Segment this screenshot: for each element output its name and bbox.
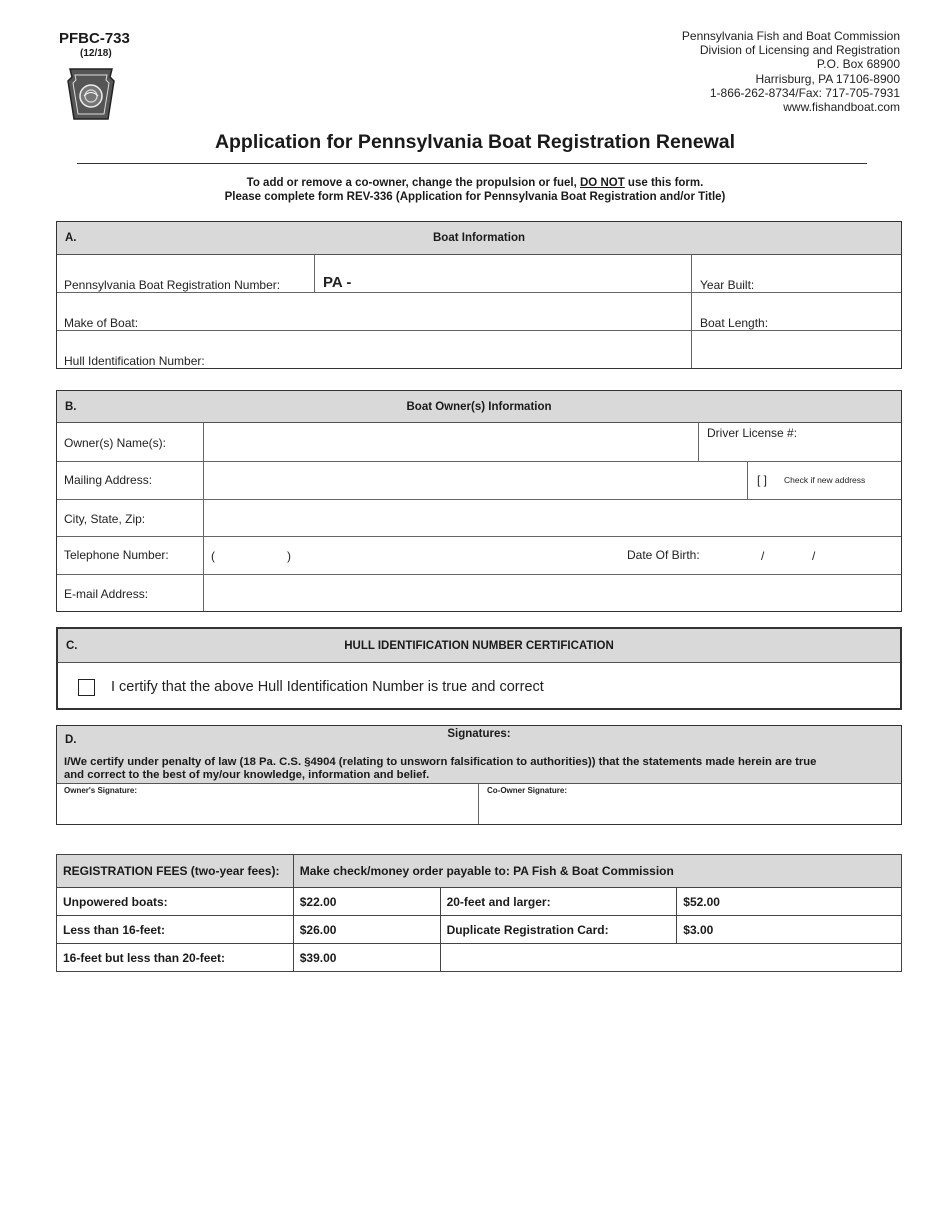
make-of-boat-field[interactable]: Make of Boat: [64,316,139,330]
notice-line2: Please complete form REV-336 (Application for Pennsylvania Boat Registration and/or Title) [224,191,726,203]
fee-amount: $3.00 [677,916,902,944]
registration-fees-table [56,854,902,972]
section-d-title: Signatures: [447,728,511,740]
section-b-header [57,391,901,423]
phone-open-paren: ( [211,549,215,563]
form-id: PFBC-733 [59,30,130,47]
email-label: E-mail Address: [64,587,149,601]
reg-number-input[interactable]: PA - [323,274,352,291]
notice-do-not: DO NOT [580,177,625,189]
driver-license-field[interactable]: Driver License #: [707,426,798,440]
city-state-zip-label: City, State, Zip: [64,512,146,526]
fee-label: Duplicate Registration Card: [440,916,677,944]
fee-amount: $22.00 [293,888,440,916]
section-d-letter: D. [65,734,77,746]
instruction-notice [0,176,950,204]
table-row [57,944,902,972]
date-of-birth-input[interactable] [705,536,895,572]
section-b-title: Boat Owner(s) Information [406,400,552,413]
agency-name: Pennsylvania Fish and Boat Commission [681,29,900,43]
notice-line1-before: To add or remove a co-owner, change the propulsion or fuel, [246,177,580,189]
owner-name-input[interactable] [204,423,696,459]
section-d-header [57,726,901,784]
fee-label: 16-feet but less than 20-feet: [57,944,294,972]
email-input[interactable] [204,574,900,610]
fee-label: Less than 16-feet: [57,916,294,944]
fee-empty-cell [440,944,901,972]
section-a-header [57,222,901,255]
section-c-title: HULL IDENTIFICATION NUMBER CERTIFICATION [344,639,614,652]
agency-address-block [682,29,900,114]
phone-close-paren: ) [287,549,291,563]
date-of-birth-label: Date Of Birth: [627,548,700,562]
certify-text: I certify that the above Hull Identification Number is true and correct [111,679,544,695]
city-state-zip-input[interactable] [204,499,900,535]
dob-separator-1: / [761,549,765,563]
certification-statement [64,756,816,781]
agency-division: Division of Licensing and Registration [699,43,900,58]
fee-label: Unpowered boats: [57,888,294,916]
hull-id-field[interactable]: Hull Identification Number: [64,354,205,368]
keystone-seal-icon [66,67,116,123]
year-built-field[interactable]: Year Built: [700,278,755,292]
section-c-header [58,629,900,663]
fees-header-row [57,855,902,888]
owner-name-label: Owner(s) Name(s): [64,436,167,450]
section-a-letter: A. [65,232,77,244]
section-c-letter: C. [66,639,78,652]
form-revision: (12/18) [80,48,112,59]
owner-signature-field[interactable]: Owner's Signature: [64,786,138,795]
agency-po-box: P.O. Box 68900 [816,57,900,72]
statement-line-1: I/We certify under penalty of law (18 Pa. C.S. §4904 (relating to unsworn falsification to authorities)) that the statements made herein are true [64,756,817,768]
agency-website[interactable]: www.fishandboat.com [783,100,900,115]
new-address-label: Check if new address [784,475,866,485]
statement-line-2: and correct to the best of my/our knowledge, information and belief. [64,768,430,781]
agency-city: Harrisburg, PA 17106-8900 [755,71,900,86]
section-b-letter: B. [65,400,77,413]
section-a-boat-information [56,221,902,369]
agency-phone: 1-866-262-8734/Fax: 717-705-7931 [709,85,900,100]
fees-payable-to: Make check/money order payable to: PA Fish & Boat Commission [293,855,901,888]
notice-line1-after: use this form. [624,177,704,189]
dob-separator-2: / [812,549,816,563]
telephone-input[interactable] [204,536,604,572]
fee-label: 20-feet and larger: [440,888,677,916]
table-row [57,916,902,944]
reg-number-label: Pennsylvania Boat Registration Number: [64,278,281,292]
boat-length-field[interactable]: Boat Length: [700,316,769,330]
section-c-hin-certification [56,627,902,710]
page-title: Application for Pennsylvania Boat Registration Renewal [214,131,736,153]
telephone-label: Telephone Number: [64,548,169,562]
fees-heading: REGISTRATION FEES (two-year fees): [57,855,294,888]
section-d-signatures [56,725,902,825]
coowner-signature-field[interactable]: Co-Owner Signature: [487,786,568,795]
certify-checkbox[interactable] [78,679,95,696]
fee-amount: $39.00 [293,944,440,972]
fee-amount: $26.00 [293,916,440,944]
section-a-title: Boat Information [433,232,525,244]
table-row [57,888,902,916]
title-divider [77,163,867,164]
new-address-checkbox[interactable]: [ ] [757,473,768,487]
mailing-address-label: Mailing Address: [64,473,153,487]
mailing-address-input[interactable] [204,461,745,497]
fee-amount: $52.00 [677,888,902,916]
